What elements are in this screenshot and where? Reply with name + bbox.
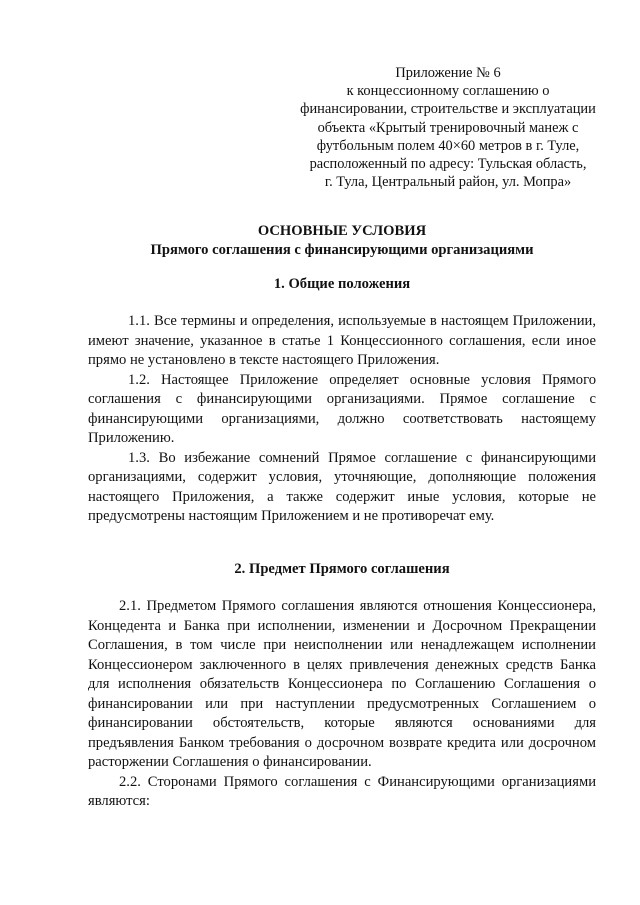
document-title (88, 222, 596, 260)
section-2-heading: 2. Предмет Прямого соглашения (234, 561, 450, 577)
appendix-line: футбольным полем 40×60 метров в г. Туле, (316, 137, 580, 154)
appendix-header (290, 64, 606, 191)
paragraph-2-2: 2.2. Сторонами Прямого соглашения с Финансирующими организациями являются: (88, 773, 596, 809)
appendix-line: объекта «Крытый тренировочный манеж с (317, 119, 579, 136)
section-1-body (88, 312, 596, 527)
section-2-body (88, 597, 596, 812)
title-subtitle: Прямого соглашения с финансирующими организациями (150, 242, 534, 258)
paragraph-1-2: 1.2. Настоящее Приложение определяет основные условия Прямого соглашения с финансирующими организациями. Прямое соглашение с финансирующими организациями, должно соответствовать настоящему Приложению. (88, 371, 596, 446)
appendix-line: финансировании, строительстве и эксплуатации (300, 101, 596, 118)
paragraph-1-1: 1.1. Все термины и определения, используемые в настоящем Приложении, имеют значение, указанное в статье 1 Концессионного соглашения, если иное прямо не установлено в тексте настоящего Приложения. (88, 313, 596, 368)
title-main: ОСНОВНЫЕ УСЛОВИЯ (257, 223, 427, 239)
paragraph-1-3: 1.3. Во избежание сомнений Прямое соглашение с финансирующими организациями, содержит условия, уточняющие, дополняющие положения настоящего Приложения, а также содержит иные условия, которые не предусмотрены настоящим Приложением и не противоречат ему. (88, 449, 596, 524)
appendix-line: г. Тула, Центральный район, ул. Мопра» (324, 174, 572, 191)
paragraph-2-1: 2.1. Предметом Прямого соглашения являются отношения Концессионера, Концедента и Банка при исполнении, изменении и Досрочном Прекращении Соглашения, в том числе при неисполнении или ненадлежащем исполнении Концессионером заключенного в целях привлечения денежных средств Банка для исполнения обязательств Концессионера по Соглашению Соглашения о финансировании или при наступлении предусмотренных Соглашением о финансировании обстоятельств, которые являются основаниями для предъявления Банком требования о досрочном возврате кредита или досрочном расторжении Соглашения о финансировании. (88, 598, 596, 770)
section-1-heading: 1. Общие положения (273, 276, 411, 292)
appendix-line: к концессионному соглашению о (346, 83, 550, 100)
appendix-line: расположенный по адресу: Тульская область, (309, 156, 587, 173)
appendix-line: Приложение № 6 (395, 65, 501, 81)
